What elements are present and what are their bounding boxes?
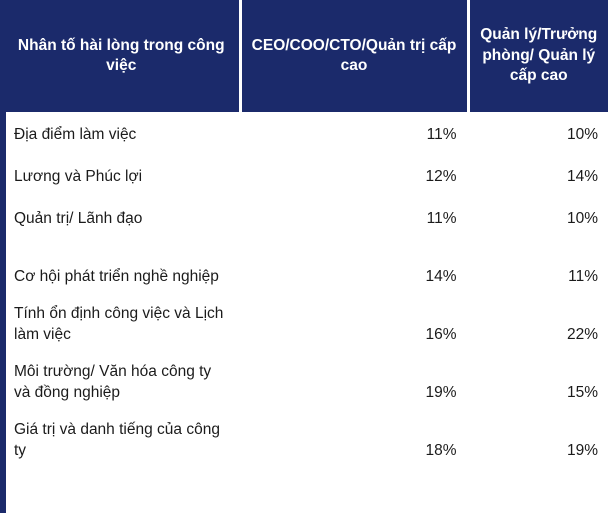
cell-factor: Môi trường/ Văn hóa công ty và đồng nghiệp [0,354,240,412]
table-body [0,112,608,470]
cell-factor: Giá trị và danh tiếng của công ty [0,412,240,470]
cell-factor: Địa điểm làm việc [0,112,240,154]
cell-executive-value: 11% [240,112,468,154]
table-row [0,412,608,470]
cell-manager-value: 19% [468,412,608,470]
table-row [0,354,608,412]
table-row [0,112,608,154]
cell-factor: Tính ổn định công việc và Lịch làm việc [0,296,240,354]
column-header-factor: Nhân tố hài lòng trong công việc [0,0,240,112]
table-header-row [0,0,608,112]
table-row [0,196,608,238]
cell-manager-value: 22% [468,296,608,354]
cell-executive-value: 12% [240,154,468,196]
cell-manager-value: 10% [468,112,608,154]
table-row [0,296,608,354]
cell-executive-value: 14% [240,238,468,296]
table-header [0,0,608,112]
cell-executive-value: 16% [240,296,468,354]
cell-manager-value: 10% [468,196,608,238]
column-header-manager: Quản lý/Trưởng phòng/ Quản lý cấp cao [468,0,608,112]
cell-executive-value: 18% [240,412,468,470]
cell-manager-value: 15% [468,354,608,412]
cell-manager-value: 14% [468,154,608,196]
cell-executive-value: 19% [240,354,468,412]
cell-factor: Lương và Phúc lợi [0,154,240,196]
column-header-executive: CEO/COO/CTO/Quản trị cấp cao [240,0,468,112]
cell-factor: Cơ hội phát triển nghề nghiệp [0,238,240,296]
table-left-accent-bar [0,112,6,513]
cell-manager-value: 11% [468,238,608,296]
table-row [0,238,608,296]
cell-executive-value: 11% [240,196,468,238]
cell-factor: Quản trị/ Lãnh đạo [0,196,240,238]
table-row [0,154,608,196]
